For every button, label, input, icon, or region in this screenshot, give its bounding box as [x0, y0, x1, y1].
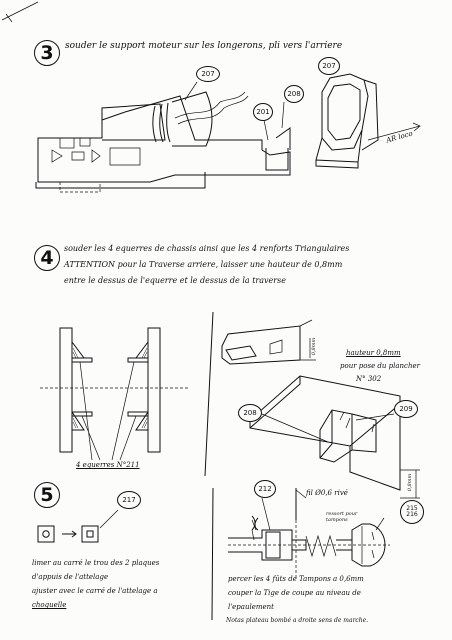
- fil-label: fil Ø0,6 rivé: [306, 489, 348, 497]
- limer-line-3: ajuster avec le carré de l'attelage a: [32, 587, 158, 595]
- step5-square-drawing: [38, 510, 118, 542]
- callout-209: 209: [394, 400, 418, 418]
- callout-217: 217: [117, 491, 141, 509]
- callout-201: 201: [253, 103, 273, 121]
- step4-divider: [205, 312, 213, 476]
- percer-line-1: percer les 4 fûts de Tampons a 0,6mm: [228, 575, 364, 583]
- step-4-line-2: ATTENTION pour la Traverse arriere, laisser une hauteur de 0,8mm: [64, 260, 343, 269]
- step5-buffer-drawing: [228, 488, 390, 580]
- step3-frame-drawing: [36, 82, 290, 192]
- callout-207: 207: [196, 66, 220, 82]
- limer-line-1: limer au carré le trou des 2 plaques: [32, 559, 160, 567]
- ar-loco-label: AR loco: [385, 129, 414, 145]
- callout-215-216: 215 216: [400, 500, 424, 524]
- callout-208: 208: [284, 85, 304, 103]
- step4-rail-end-drawing: [222, 320, 316, 364]
- step-3-instruction: souder le support moteur sur les longerons, pli vers l'arriere: [65, 41, 343, 51]
- hauteur-line-3: N° 302: [356, 375, 382, 383]
- step-4-line-1: souder les 4 equerres de chassis ainsi que les 4 renforts Triangulaires: [64, 244, 350, 253]
- step-5-number: 5: [34, 482, 60, 508]
- callout-212: 212: [254, 480, 276, 498]
- callout-207-support: 207: [318, 57, 340, 75]
- percer-line-3: l'epaulement: [228, 603, 274, 611]
- step4-bracket-drawing: [250, 376, 420, 498]
- callout-208-step4: 208: [238, 404, 262, 422]
- ressort-label: ressort pour tampons: [326, 511, 358, 523]
- limer-line-2: d'appuis de l'attelage: [32, 573, 109, 581]
- step-4-line-3: entre le dessus de l'equerre et le dessus de la traverse: [64, 276, 286, 285]
- percer-line-2: couper la Tige de coupe au niveau de: [228, 589, 361, 597]
- step5-divider: [212, 488, 213, 620]
- step3-support-drawing: [316, 74, 420, 168]
- step4-rails-drawing: [40, 328, 190, 460]
- dim-label-top: 0,8mm: [311, 337, 318, 356]
- notas-text: Notas plateau bombé a droite sens de marche.: [226, 617, 369, 624]
- limer-line-4: choquelle: [32, 601, 67, 609]
- step-4-number: 4: [34, 245, 60, 271]
- equerres-label: 4 equerres N°211: [76, 461, 140, 469]
- corner-mark: [2, 2, 38, 22]
- dim-label-bottom: 0,8mm: [407, 473, 414, 492]
- hauteur-line-1: hauteur 0,8mm: [346, 349, 401, 357]
- step-3-number: 3: [34, 40, 60, 66]
- hauteur-line-2: pour pose du plancher: [340, 362, 420, 370]
